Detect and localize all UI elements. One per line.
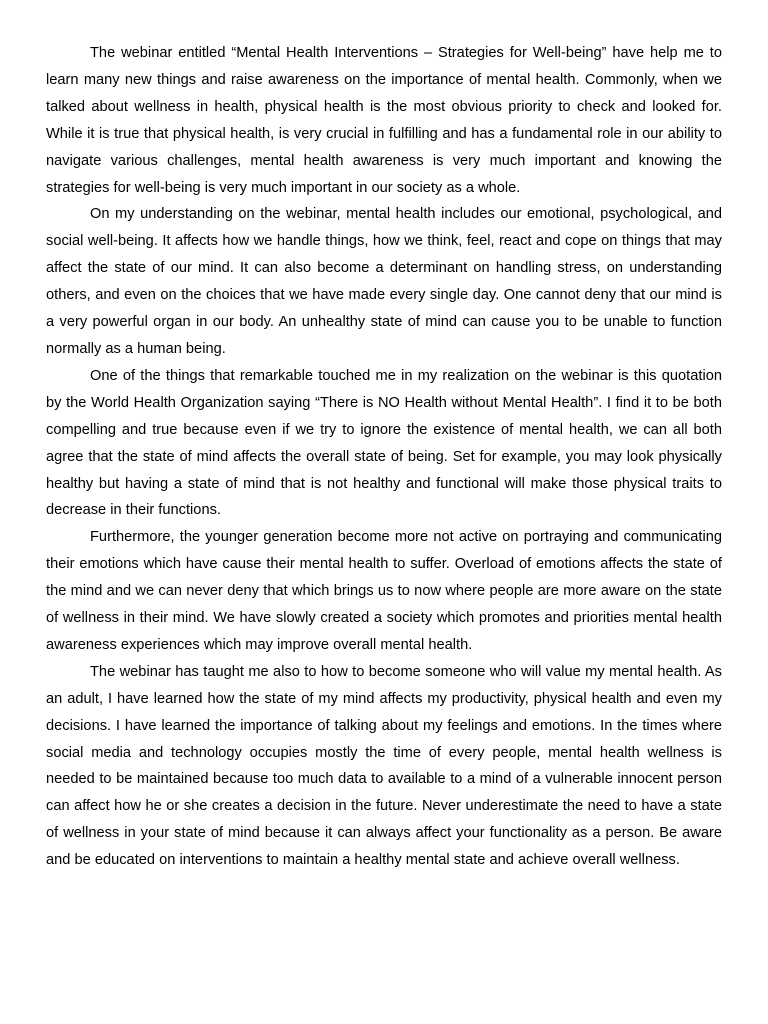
paragraph-webinar-intro: The webinar entitled “Mental Health Interventions – Strategies for Well-being” have help me to learn many new things and raise awareness on the importance of mental health. Commonly, when we talked about wellness in health, physical health is the most obvious priority to check and looked for. While it is true that physical health, is very crucial in fulfilling and has a fundamental role in our ability to navigate various challenges, mental health awareness is very much important and knowing the strategies for well-being is very much important in our society as a whole. xyxy=(46,45,722,196)
paragraph-conclusion: The webinar has taught me also to how to become someone who will value my mental health. As an adult, I have learned how the state of my mind affects my productivity, physical health and even my decisions. I have learned the importance of talking about my feelings and emotions. In the times where social media and technology occupies mostly the time of every people, mental health wellness is needed to be maintained because too much data to available to a mind of a vulnerable innocent person can affect how he or she creates a decision in the future. Never underestimate the need to have a state of wellness in your state of mind because it can always affect your functionality as a person. Be aware and be educated on interventions to maintain a healthy mental state and achieve overall wellness. xyxy=(46,663,722,869)
paragraph-younger-generation: Furthermore, the younger generation become more not active on portraying and communicating their emotions which have cause their mental health to suffer. Overload of emotions affects the state of the mind and we can never deny that which brings us to now where people are more aware on the state of wellness in their mind. We have slowly created a society which promotes and priorities mental health awareness experiences which may improve overall mental health. xyxy=(46,529,722,653)
paragraph-who-quotation: One of the things that remarkable touched me in my realization on the webinar is this quotation by the World Health Organization saying “There is NO Health without Mental Health”. I find it to be both compelling and true because even if we try to ignore the existence of mental health, we can all both agree that the state of mind affects the overall state of being. Set for example, you may look physically healthy but having a state of mind that is not healthy and functional will make those physical traits to decrease in their functions. xyxy=(46,367,722,519)
paragraph-understanding: On my understanding on the webinar, mental health includes our emotional, psychological, and social well-being. It affects how we handle things, how we think, feel, react and cope on things that may affect the state of our mind. It can also become a determinant on handling stress, on understanding others, and even on the choices that we have made every single day. One cannot deny that our mind is a very powerful organ in our body. An unhealthy state of mind can cause you to be unable to function normally as a human being. xyxy=(46,206,722,357)
